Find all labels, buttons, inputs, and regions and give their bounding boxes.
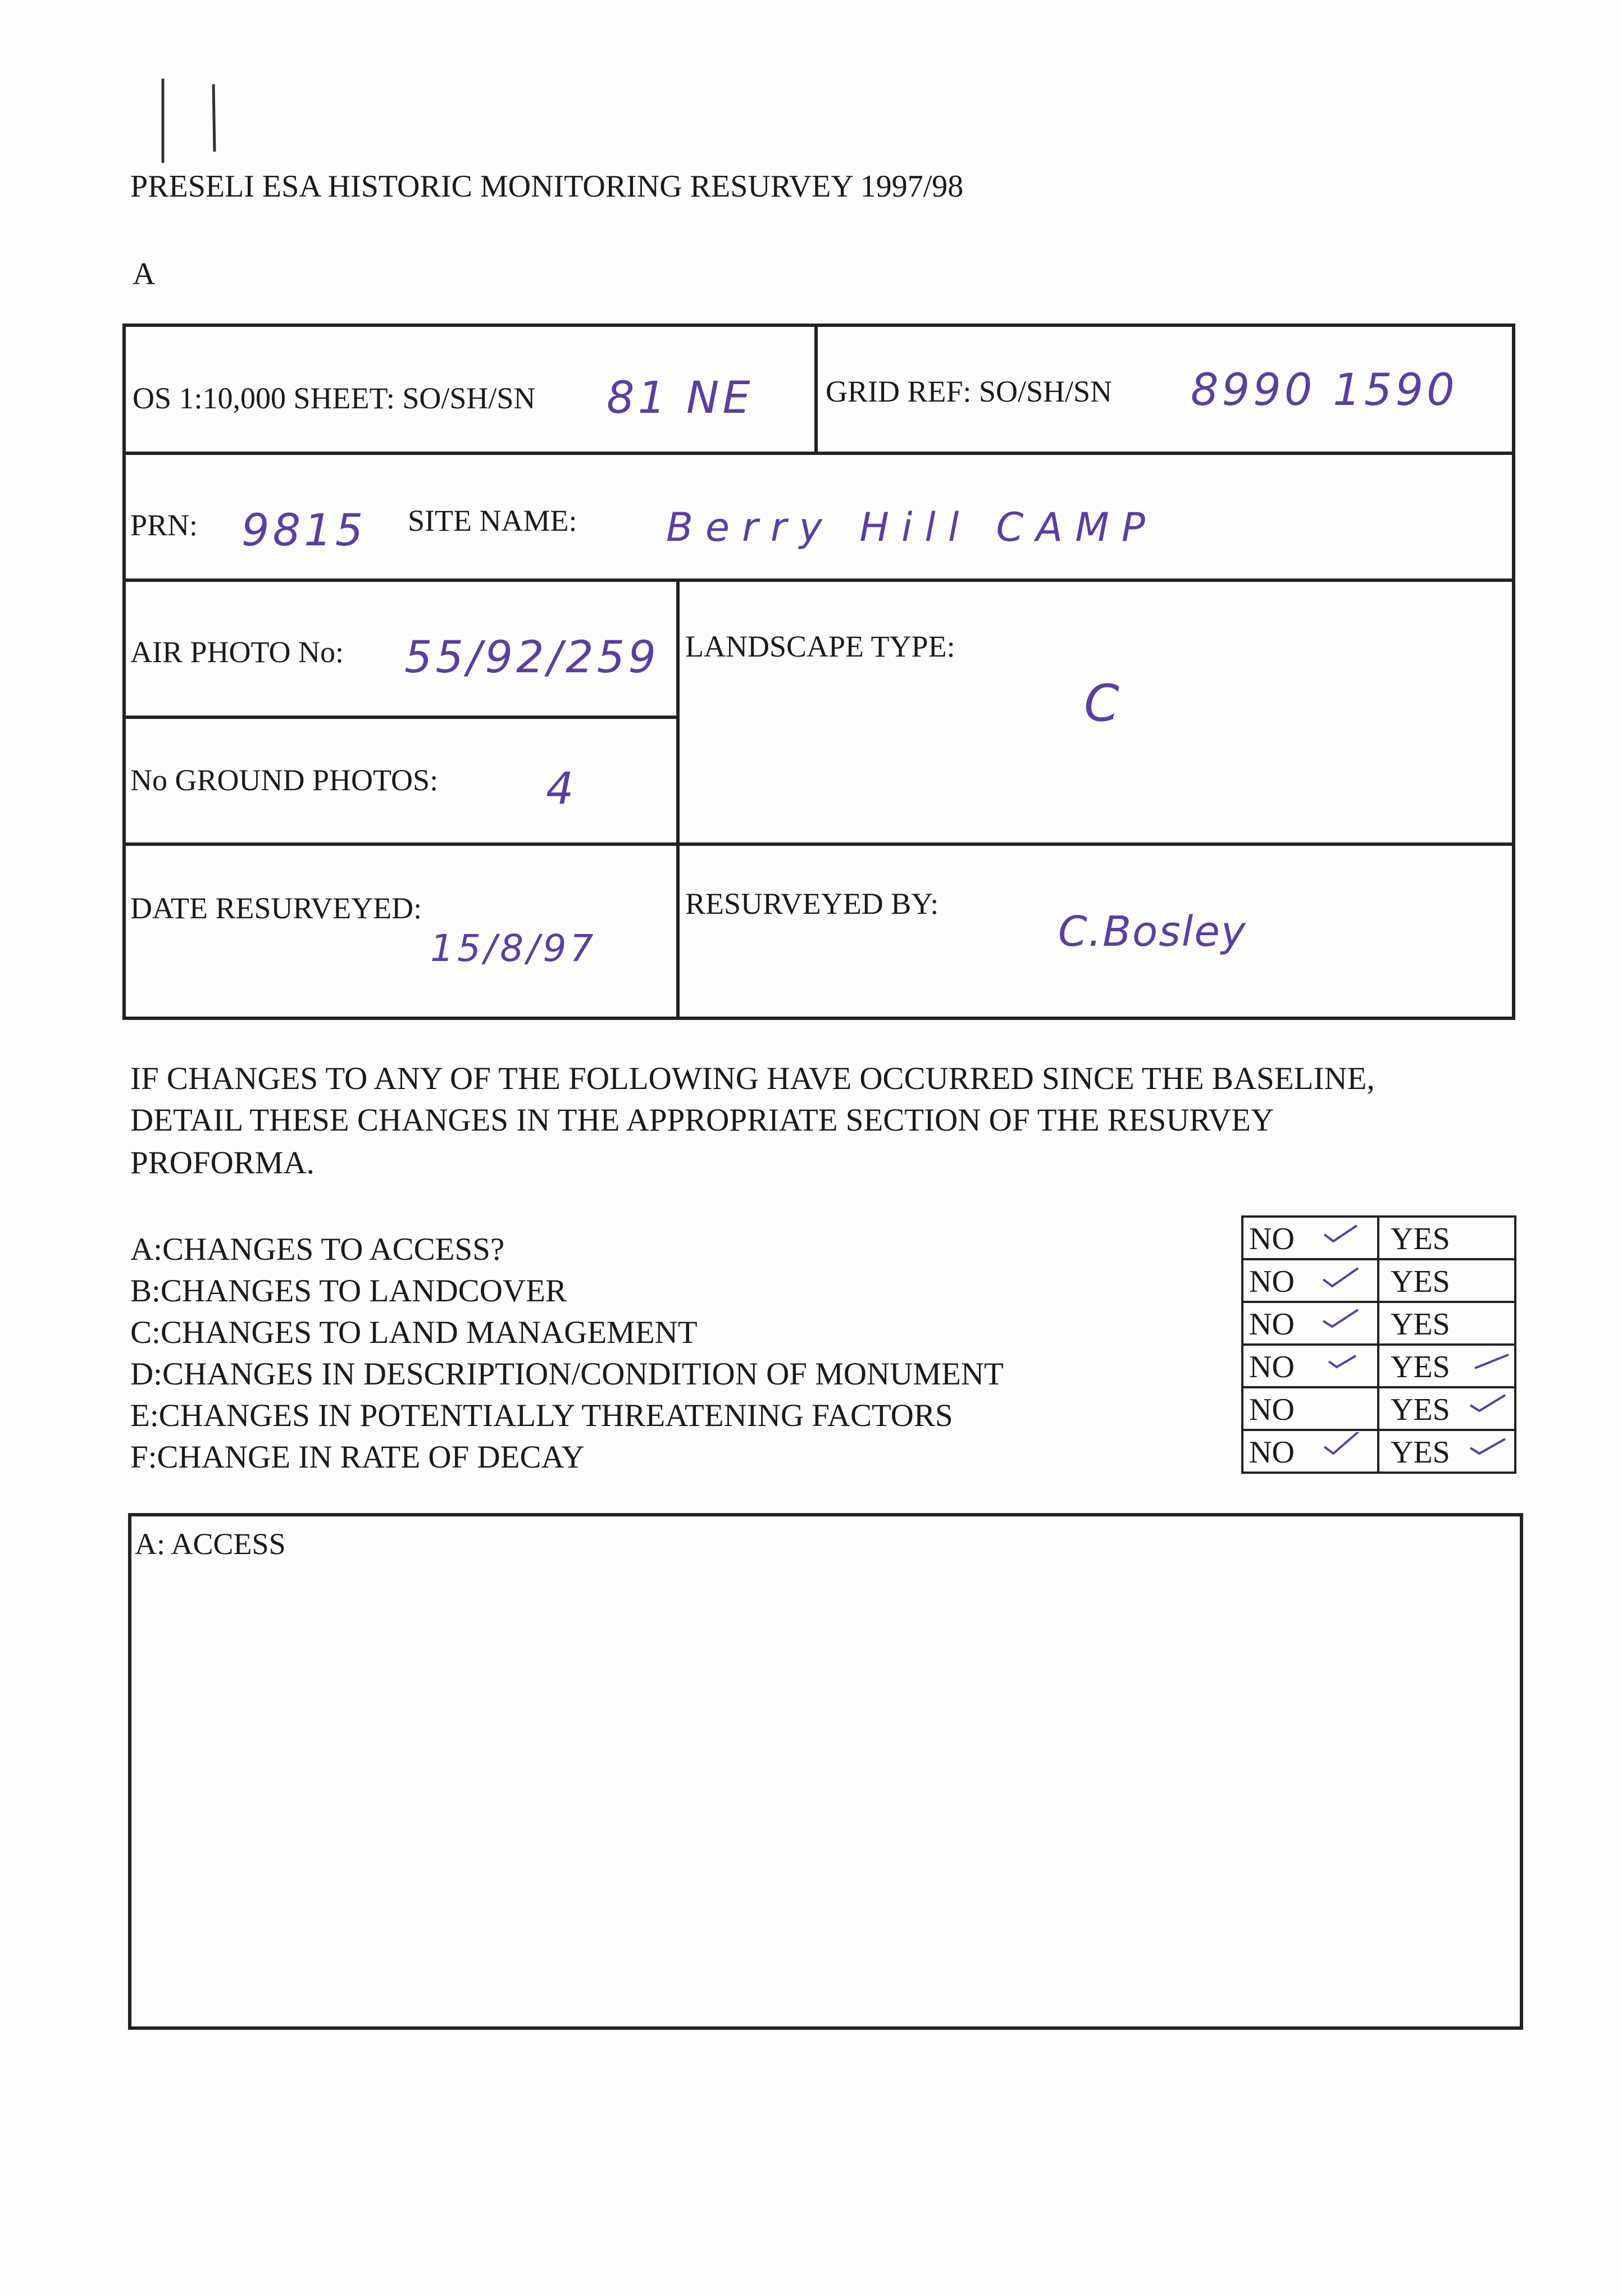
yes-no-row-d	[1241, 1343, 1516, 1386]
ground-photos-label: No GROUND PHOTOS:	[130, 763, 439, 797]
yes-option[interactable]: YES	[1391, 1435, 1450, 1470]
no-tick-mark	[1321, 1266, 1360, 1288]
site-name-label: SITE NAME:	[408, 504, 577, 537]
no-tick-mark	[1321, 1222, 1360, 1245]
question-a-label: A:CHANGES TO ACCESS?	[130, 1232, 505, 1267]
yes-no-row-f	[1241, 1429, 1516, 1474]
yes-tick-mark	[1468, 1393, 1507, 1415]
no-tick-mark	[1322, 1432, 1361, 1455]
air-photo-value[interactable]: 55/92/259	[404, 632, 659, 683]
yes-option[interactable]: YES	[1391, 1222, 1450, 1256]
no-option[interactable]: NO	[1249, 1392, 1295, 1427]
resurveyed-by-value[interactable]: C.Bosley	[1058, 908, 1247, 956]
ground-photos-value[interactable]: 4	[546, 764, 577, 814]
landscape-type-value[interactable]: C	[1084, 674, 1123, 733]
os-sheet-value[interactable]: 81 NE	[607, 373, 754, 423]
no-option[interactable]: NO	[1249, 1307, 1295, 1342]
prn-label: PRN:	[130, 508, 198, 542]
grid-ref-value[interactable]: 8990 1590	[1191, 365, 1458, 416]
date-resurveyed-label: DATE RESURVEYED:	[130, 891, 422, 925]
instructions-line-3: PROFORMA.	[130, 1145, 315, 1181]
question-e-label: E:CHANGES IN POTENTIALLY THREATENING FACTORS	[130, 1398, 953, 1433]
no-option[interactable]: NO	[1249, 1222, 1295, 1256]
air-photo-label: AIR PHOTO No:	[130, 635, 344, 669]
access-section-content[interactable]	[146, 1573, 1505, 2011]
margin-mark	[146, 67, 247, 168]
landscape-type-label: LANDSCAPE TYPE:	[685, 630, 955, 663]
grid-ref-label: GRID REF: SO/SH/SN	[826, 375, 1113, 408]
prn-value[interactable]: 9815	[242, 505, 367, 556]
yes-no-row-c	[1241, 1301, 1516, 1343]
yes-option[interactable]: YES	[1391, 1307, 1450, 1342]
yes-no-row-b	[1241, 1258, 1516, 1301]
instructions-line-2: DETAIL THESE CHANGES IN THE APPROPRIATE SECTION OF THE RESURVEY	[130, 1103, 1274, 1138]
access-section-label: A: ACCESS	[135, 1527, 286, 1561]
no-option[interactable]: NO	[1249, 1350, 1295, 1384]
page-title: PRESELI ESA HISTORIC MONITORING RESURVEY 1997/98	[130, 169, 964, 204]
yes-no-row-a	[1241, 1215, 1516, 1258]
yes-option[interactable]: YES	[1391, 1350, 1450, 1384]
no-option[interactable]: NO	[1249, 1435, 1295, 1470]
yes-tick-mark	[1474, 1351, 1513, 1374]
date-resurveyed-value[interactable]: 15/8/97	[430, 927, 597, 970]
row-divider	[122, 716, 678, 719]
row-divider	[122, 452, 1515, 455]
row-divider	[122, 842, 1515, 846]
no-option[interactable]: NO	[1249, 1264, 1295, 1299]
yes-tick-mark	[1468, 1436, 1507, 1458]
question-b-label: B:CHANGES TO LANDCOVER	[130, 1273, 567, 1309]
question-c-label: C:CHANGES TO LAND MANAGEMENT	[130, 1315, 698, 1350]
yes-option[interactable]: YES	[1391, 1264, 1450, 1299]
section-letter: A	[133, 257, 156, 291]
instructions-line-1: IF CHANGES TO ANY OF THE FOLLOWING HAVE OCCURRED SINCE THE BASELINE,	[130, 1061, 1375, 1096]
col-divider	[814, 324, 818, 453]
row-divider	[122, 578, 1515, 582]
no-tick-mark	[1325, 1351, 1365, 1374]
os-sheet-label: OS 1:10,000 SHEET: SO/SH/SN	[133, 381, 536, 415]
question-f-label: F:CHANGE IN RATE OF DECAY	[130, 1439, 585, 1475]
col-divider	[676, 580, 680, 1020]
yes-no-row-e	[1241, 1386, 1516, 1429]
resurveyed-by-label: RESURVEYED BY:	[685, 887, 939, 921]
site-name-value[interactable]: Berry Hill CAMP	[666, 504, 1158, 550]
yes-option[interactable]: YES	[1391, 1392, 1450, 1427]
question-d-label: D:CHANGES IN DESCRIPTION/CONDITION OF MONUMENT	[130, 1356, 1004, 1392]
no-tick-mark	[1321, 1308, 1360, 1330]
